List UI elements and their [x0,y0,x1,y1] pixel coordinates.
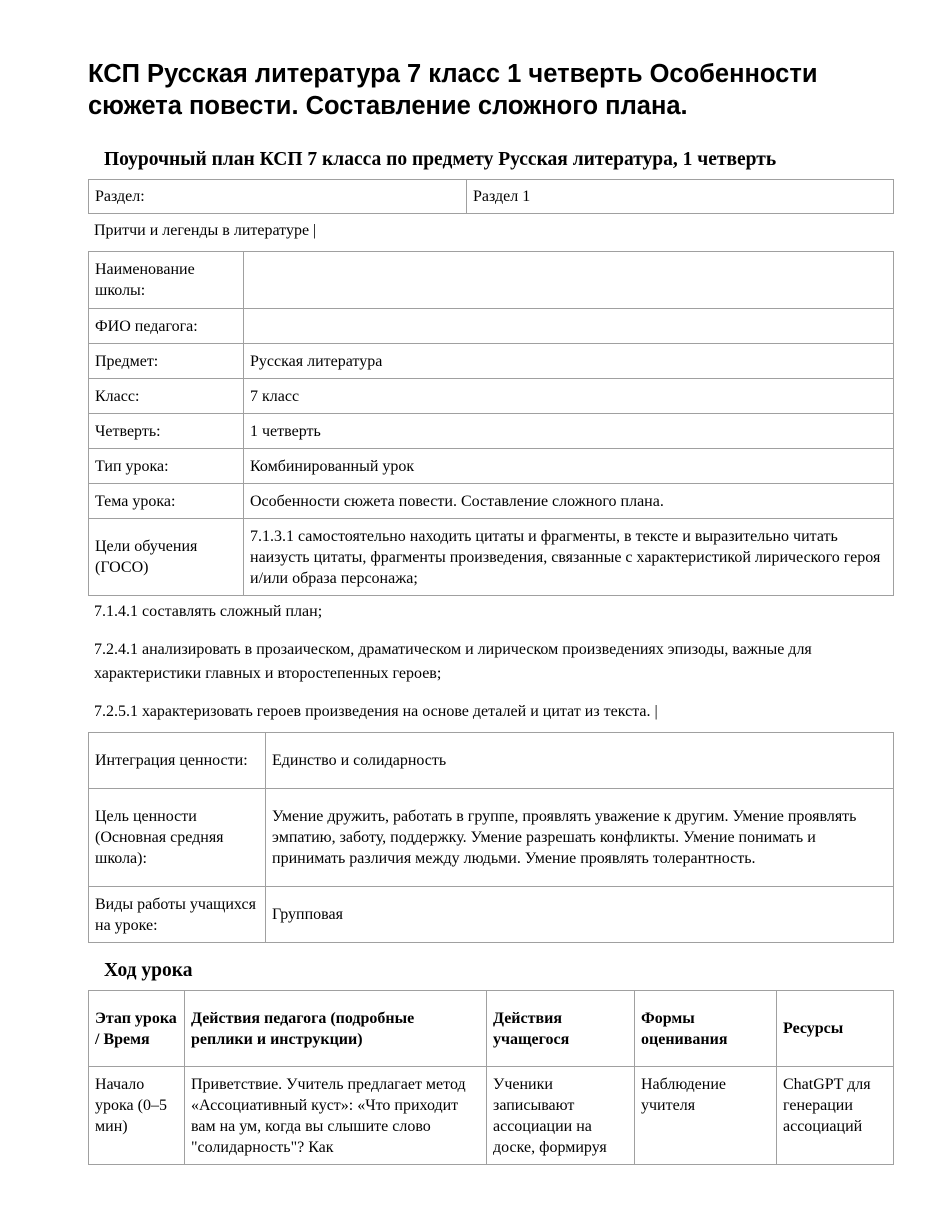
subject-label: Предмет: [89,344,244,379]
quarter-label: Четверть: [89,414,244,449]
work-type-label: Виды работы учащихся на уроке: [89,887,266,943]
subject-value: Русская литература [244,344,894,379]
table-row [89,449,894,484]
table-row [89,344,894,379]
class-value: 7 класс [244,379,894,414]
resources-cell: ChatGPT для генерации ассоциаций [777,1067,894,1165]
student-actions-cell: Ученики записывают ассоциации на доске, формируя [487,1067,635,1165]
lesson-type-label: Тип урока: [89,449,244,484]
teacher-value [244,309,894,344]
goal-item: 7.2.4.1 анализировать в прозаическом, драматическом и лирическом произведениях эпизоды, важные для характеристики главных и второстепенных героев; [94,641,812,682]
plan-subtitle: Поурочный план КСП 7 класса по предмету Русская литература, 1 четверть [104,149,777,170]
value-goal-label: Цель ценности (Основная средняя школа): [89,789,266,887]
table-row [89,484,894,519]
school-label: Наименование школы: [89,252,244,309]
school-value [244,252,894,309]
table-row [89,414,894,449]
value-goal-value: Умение дружить, работать в группе, проявлять уважение к другим. Умение проявлять эмпатию, заботу, поддержку. Умение разрешать конфликты. Умение понимать и принимать различия между людьми. Умение проявлять толерантность. [266,789,894,887]
quarter-value: 1 четверть [244,414,894,449]
table-row [89,887,894,943]
table-header-row [89,991,894,1067]
work-type-value: Групповая [266,887,894,943]
table-row [89,252,894,309]
info-table [88,251,894,596]
table-row [89,180,894,214]
goal-item: 7.2.5.1 характеризовать героев произведения на основе деталей и цитат из текста. | [94,703,658,720]
column-header-teacher: Действия педагога (подробные реплики и инструкции) [185,991,487,1067]
goal-item: 7.1.4.1 составлять сложный план; [94,603,323,620]
topic-value: Особенности сюжета повести. Составление сложного плана. [244,484,894,519]
column-header-stage: Этап урока / Время [89,991,185,1067]
section-value: Раздел 1 [467,180,894,214]
section-label: Раздел: [89,180,467,214]
table-row [89,1067,894,1165]
section-table [88,179,894,214]
page-title: КСП Русская литература 7 класс 1 четверть Особенности сюжета повести. Составление сложного плана. [88,60,818,120]
assessment-cell: Наблюдение учителя [635,1067,777,1165]
lesson-table [88,990,894,1165]
lesson-type-value: Комбинированный урок [244,449,894,484]
teacher-label: ФИО педагога: [89,309,244,344]
section-note: Притчи и легенды в литературе | [94,222,317,239]
topic-label: Тема урока: [89,484,244,519]
table-row [89,309,894,344]
goals-label: Цели обучения (ГОСО) [89,519,244,596]
table-row [89,733,894,789]
table-row [89,379,894,414]
integration-label: Интеграция ценности: [89,733,266,789]
lesson-heading: Ход урока [104,960,193,981]
integration-value: Единство и солидарность [266,733,894,789]
teacher-actions-cell: Приветствие. Учитель предлагает метод «Ассоциативный куст»: «Что приходит вам на ум, когда вы слышите слово "солидарность"? Как [185,1067,487,1165]
column-header-assessment: Формы оценивания [635,991,777,1067]
column-header-resources: Ресурсы [777,991,894,1067]
goals-value: 7.1.3.1 самостоятельно находить цитаты и фрагменты, в тексте и выразительно читать наизусть цитаты, фрагменты произведения, связанные с характеристикой лирического героя и/или образа персонажа; [244,519,894,596]
class-label: Класс: [89,379,244,414]
column-header-student: Действия учащегося [487,991,635,1067]
values-table [88,732,894,943]
stage-cell: Начало урока (0–5 мин) [89,1067,185,1165]
table-row [89,519,894,596]
table-row [89,789,894,887]
